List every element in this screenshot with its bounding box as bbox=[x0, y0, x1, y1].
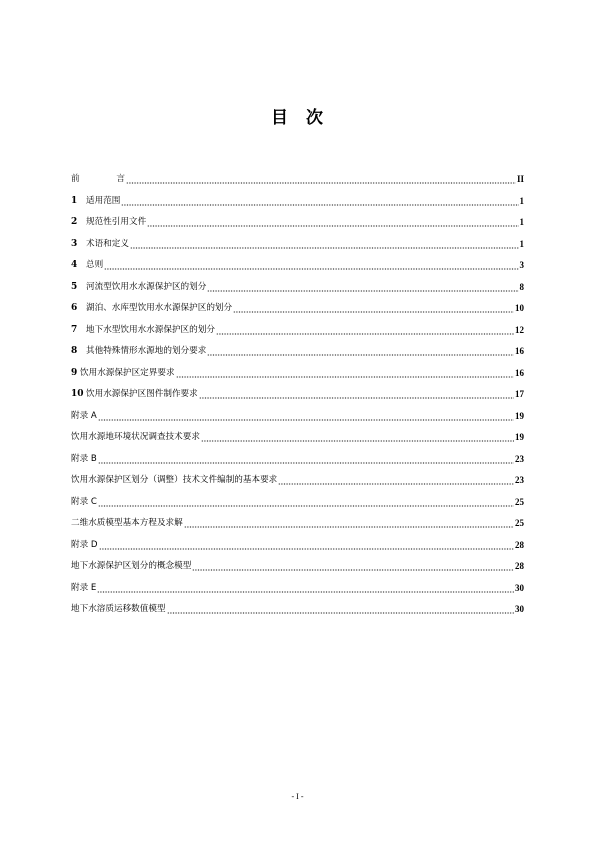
title-char-1: 目 bbox=[271, 108, 289, 128]
toc-entry-3[interactable] bbox=[71, 236, 524, 250]
dot-leader bbox=[192, 561, 514, 571]
dot-leader bbox=[199, 389, 514, 399]
dot-leader bbox=[97, 583, 514, 593]
dot-leader bbox=[99, 540, 514, 550]
toc-entry-number: 5 bbox=[71, 281, 78, 292]
toc-entry-page: 23 bbox=[515, 475, 524, 485]
toc-entry-appendix-b-title[interactable] bbox=[71, 472, 524, 486]
toc-entry-number: 10 bbox=[71, 389, 84, 399]
dot-leader bbox=[98, 454, 514, 464]
toc-entry-foreword[interactable] bbox=[71, 171, 524, 185]
page-number-footer: - I - bbox=[291, 792, 304, 801]
toc-entry-page: 28 bbox=[515, 539, 524, 550]
toc-entry-number: 8 bbox=[71, 346, 78, 356]
toc-entry-number: 1 bbox=[71, 195, 78, 206]
dot-leader bbox=[147, 217, 518, 227]
toc-entry-page: II bbox=[516, 174, 524, 184]
dot-leader bbox=[184, 518, 514, 528]
toc-entry-label: 附录 A bbox=[71, 410, 97, 421]
toc-entry-number: 9 bbox=[71, 367, 78, 378]
toc-entry-label: 地下水源保护区划分的概念模型 bbox=[71, 561, 192, 571]
toc-entry-4[interactable] bbox=[71, 257, 524, 271]
toc-entry-1[interactable] bbox=[71, 193, 524, 207]
toc-entry-label: 河流型饮用水水源保护区的划分 bbox=[86, 281, 207, 292]
toc-entry-10[interactable] bbox=[71, 386, 524, 400]
toc-entry-appendix-b[interactable] bbox=[71, 451, 524, 465]
toc-entry-label: 总则 bbox=[86, 260, 104, 270]
toc-entry-label: 适用范围 bbox=[86, 195, 121, 206]
dot-leader bbox=[98, 411, 514, 421]
toc-entry-page: 19 bbox=[515, 410, 524, 421]
toc-entry-label: 饮用水源保护区图件制作要求 bbox=[86, 389, 198, 399]
toc-entry-appendix-a[interactable] bbox=[71, 408, 524, 422]
toc-entry-6[interactable] bbox=[71, 300, 524, 314]
toc-entry-page: 30 bbox=[515, 604, 524, 614]
toc-entry-page: 8 bbox=[519, 281, 524, 292]
toc-entry-page: 10 bbox=[515, 303, 524, 313]
dot-leader bbox=[207, 282, 518, 292]
toc-entry-page: 23 bbox=[515, 453, 524, 464]
toc-entry-number: 6 bbox=[71, 303, 78, 313]
toc-entry-page: 3 bbox=[519, 260, 524, 270]
dot-leader bbox=[207, 346, 514, 356]
dot-leader bbox=[176, 368, 514, 378]
toc-entry-appendix-a-title[interactable] bbox=[71, 429, 524, 443]
toc-entry-appendix-c-title[interactable] bbox=[71, 515, 524, 529]
toc-entry-appendix-c[interactable] bbox=[71, 494, 524, 508]
dot-leader bbox=[130, 239, 519, 249]
toc-entry-label: 附录 B bbox=[71, 453, 97, 464]
toc-entry-label: 规范性引用文件 bbox=[86, 217, 147, 227]
toc-entry-number: 7 bbox=[71, 324, 78, 335]
toc-entry-label: 饮用水源保护区划分（调整）技术文件编制的基本要求 bbox=[71, 475, 278, 485]
toc-entry-label: 二维水质模型基本方程及求解 bbox=[71, 518, 183, 528]
dot-leader bbox=[104, 260, 518, 270]
toc-entry-7[interactable] bbox=[71, 322, 524, 336]
toc-entry-label bbox=[71, 173, 125, 185]
toc-entry-number: 2 bbox=[71, 217, 78, 227]
dot-leader bbox=[233, 303, 514, 313]
dot-leader bbox=[121, 196, 518, 206]
dot-leader bbox=[167, 604, 514, 614]
toc-entry-label: 附录 E bbox=[71, 582, 97, 593]
toc-entry-page: 16 bbox=[515, 346, 524, 356]
dot-leader bbox=[216, 325, 514, 335]
toc-entry-page: 25 bbox=[515, 496, 524, 507]
toc-entry-2[interactable] bbox=[71, 214, 524, 228]
toc-entry-appendix-d-title[interactable] bbox=[71, 558, 524, 572]
toc-entry-page: 1 bbox=[519, 195, 524, 206]
toc-entry-label: 附录 C bbox=[71, 496, 97, 507]
foreword-char-2: 言 bbox=[116, 174, 125, 184]
toc-entry-page: 25 bbox=[515, 518, 524, 528]
toc-entry-appendix-e[interactable] bbox=[71, 580, 524, 594]
toc-entry-page: 28 bbox=[515, 561, 524, 571]
toc-entry-8[interactable] bbox=[71, 343, 524, 357]
toc-entry-page: 1 bbox=[519, 238, 524, 249]
toc-entry-label: 湖泊、水库型饮用水水源保护区的划分 bbox=[86, 303, 233, 313]
toc-entry-page: 12 bbox=[515, 324, 524, 335]
toc-entry-number: 3 bbox=[71, 238, 78, 249]
toc-entry-page: 19 bbox=[515, 432, 524, 442]
toc-entry-5[interactable] bbox=[71, 279, 524, 293]
toc-entry-label: 其他特殊情形水源地的划分要求 bbox=[86, 346, 207, 356]
toc-entry-label: 地下水型饮用水水源保护区的划分 bbox=[86, 324, 215, 335]
toc-entry-label: 术语和定义 bbox=[86, 238, 129, 249]
toc-entry-page: 17 bbox=[515, 389, 524, 399]
toc-entry-appendix-d[interactable] bbox=[71, 537, 524, 551]
toc-entry-label: 地下水溶质运移数值模型 bbox=[71, 604, 166, 614]
toc-entry-page: 16 bbox=[515, 367, 524, 378]
toc-entry-label: 饮用水源地环境状况调查技术要求 bbox=[71, 432, 200, 442]
toc-entry-appendix-e-title[interactable] bbox=[71, 601, 524, 615]
toc-entry-9[interactable] bbox=[71, 365, 524, 379]
dot-leader bbox=[201, 432, 514, 442]
toc-entry-page: 1 bbox=[519, 217, 524, 227]
toc-entry-number: 4 bbox=[71, 260, 78, 270]
page-title bbox=[0, 107, 595, 129]
foreword-char-1: 前 bbox=[71, 174, 80, 184]
dot-leader bbox=[278, 475, 514, 485]
toc-entry-page: 30 bbox=[515, 582, 524, 593]
dot-leader bbox=[98, 497, 514, 507]
dot-leader bbox=[126, 174, 516, 184]
toc-entry-label: 附录 D bbox=[71, 539, 98, 550]
toc-entry-label: 饮用水源保护区定界要求 bbox=[80, 367, 175, 378]
title-char-2: 次 bbox=[306, 108, 324, 128]
